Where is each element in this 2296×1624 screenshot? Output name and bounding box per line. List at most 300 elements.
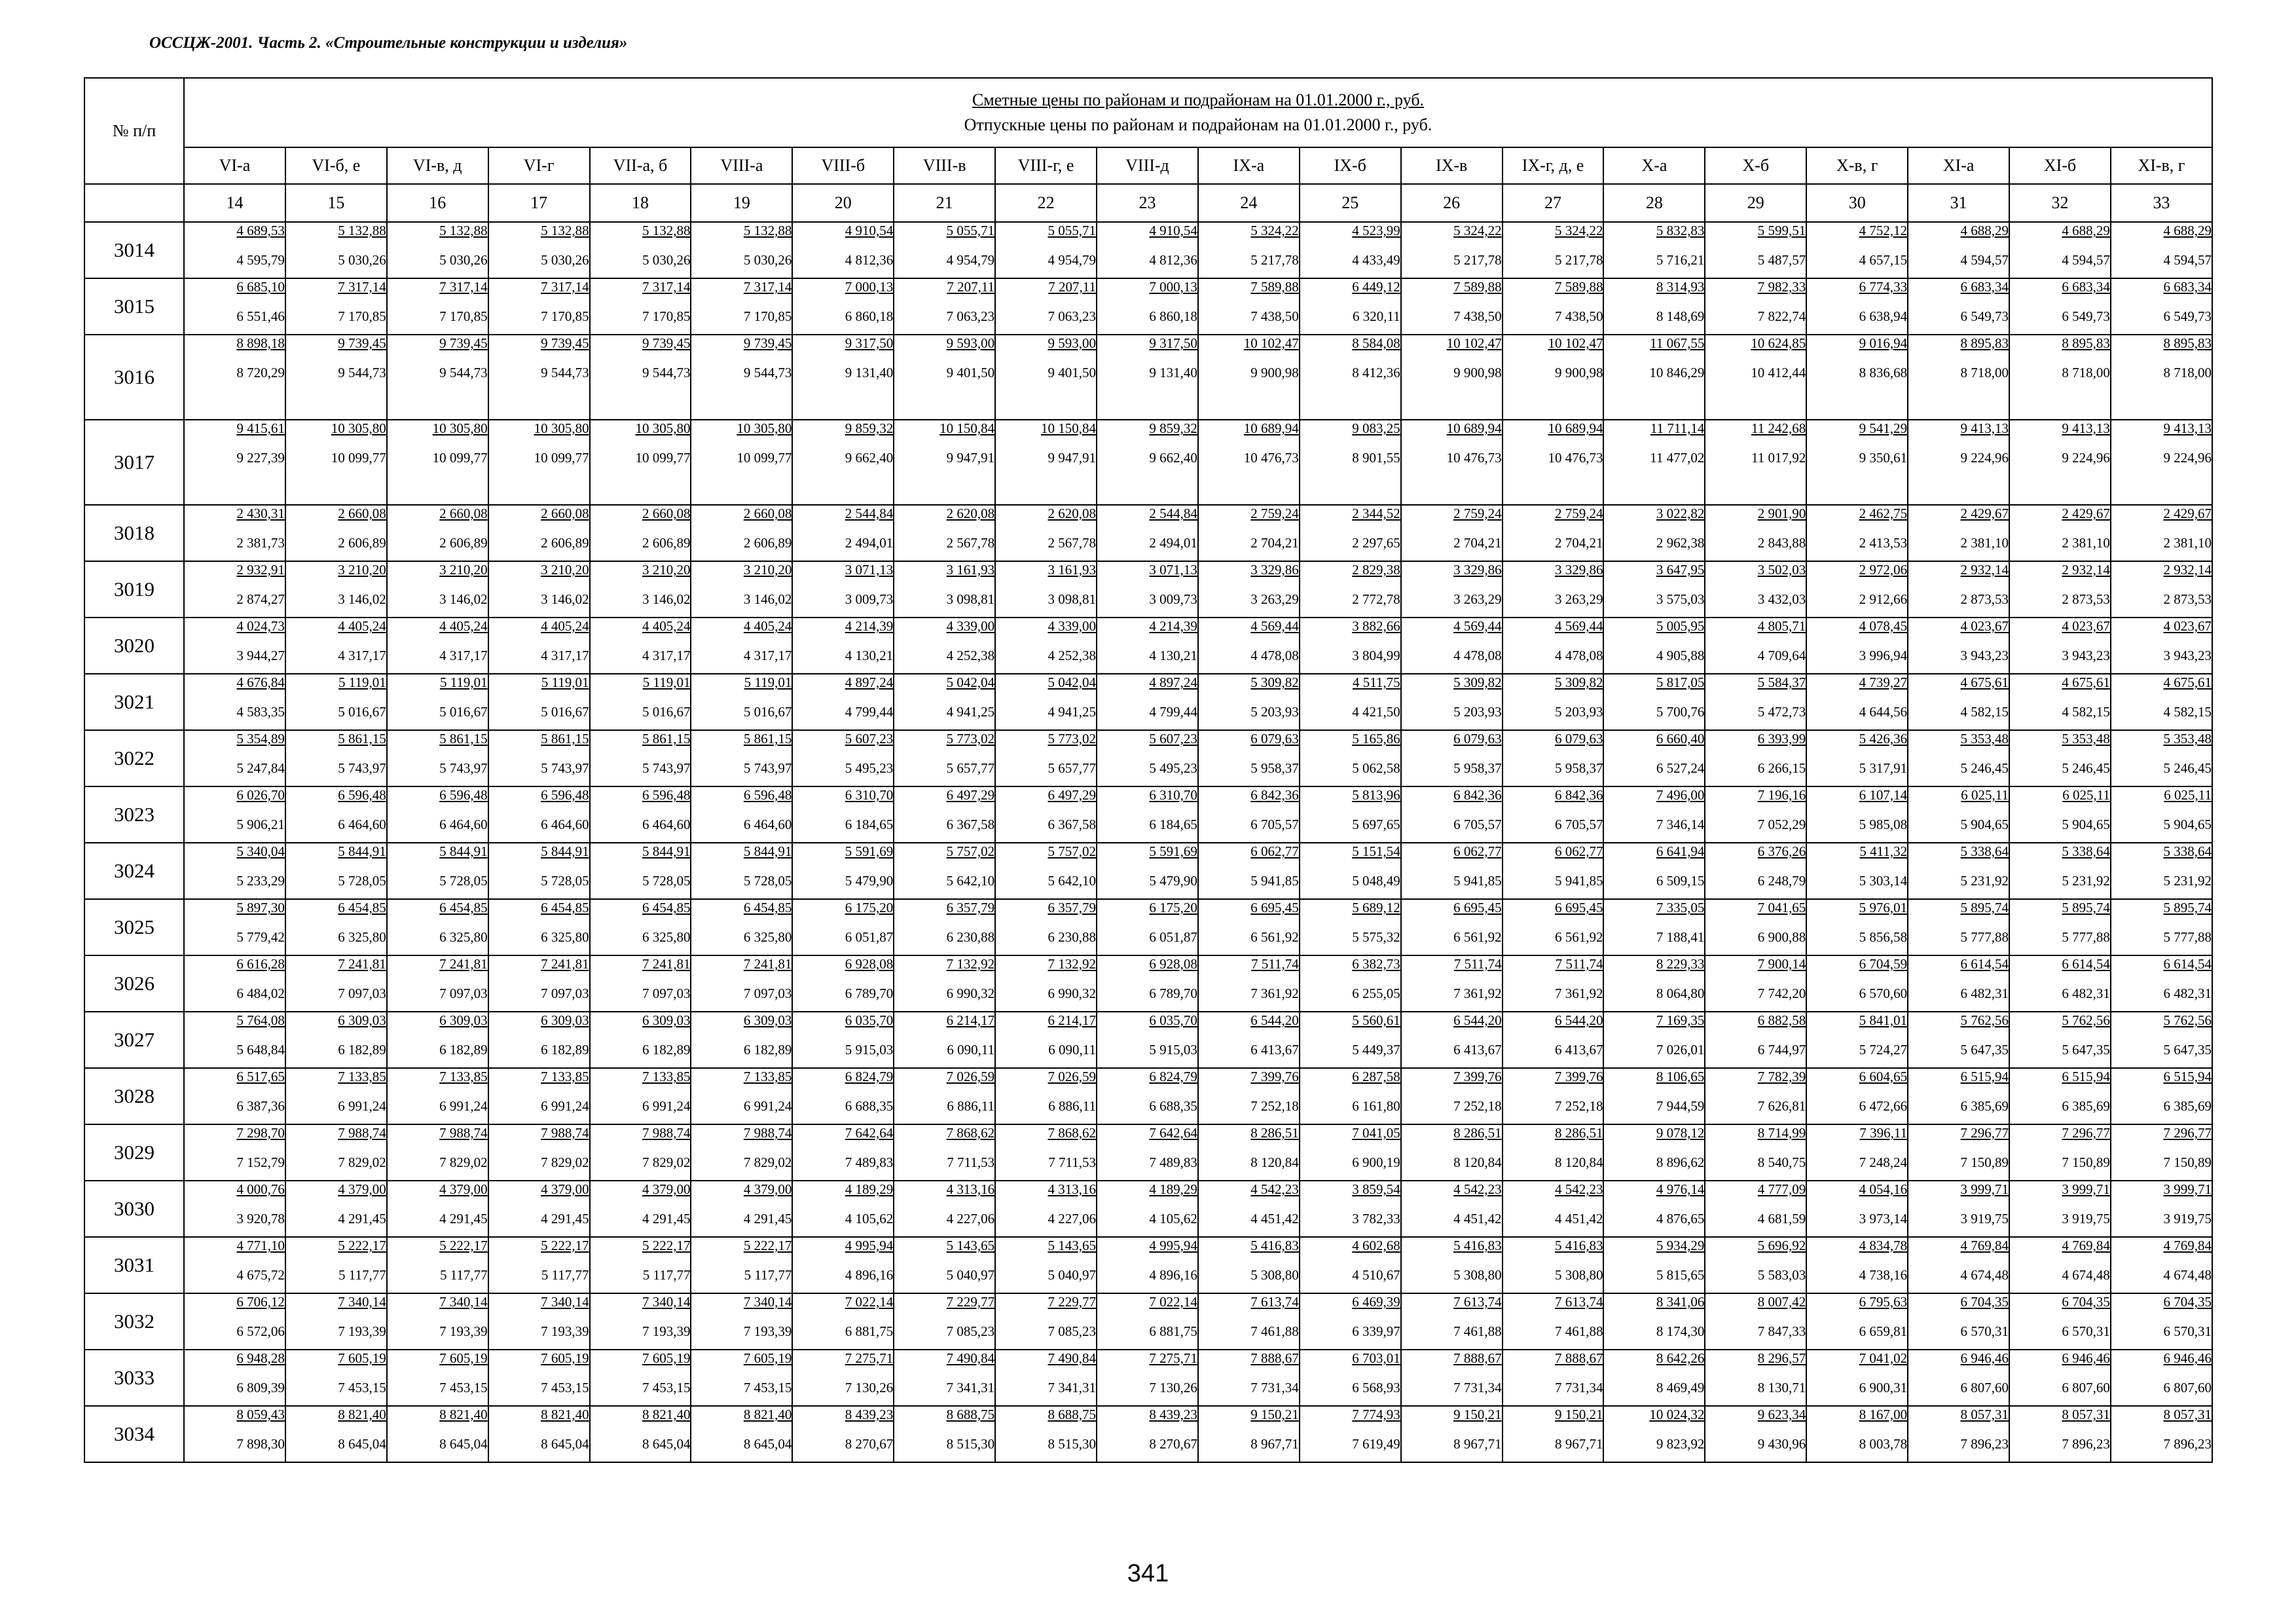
price-cell	[2111, 222, 2212, 278]
price-cell	[590, 222, 691, 278]
release-price: 5 856,58	[1859, 929, 1908, 945]
estimated-price: 6 544,20	[1554, 1012, 1603, 1028]
estimated-price: 9 413,13	[2163, 420, 2212, 436]
price-cell	[1603, 335, 1705, 420]
release-price: 9 544,73	[743, 365, 792, 380]
price-cell	[691, 505, 792, 561]
release-price: 6 549,73	[2163, 308, 2212, 324]
release-price: 2 297,65	[1352, 535, 1400, 551]
estimated-price: 8 584,08	[1352, 335, 1400, 351]
estimated-price: 7 241,81	[541, 956, 589, 972]
release-price: 4 130,21	[1149, 648, 1197, 663]
estimated-price: 5 132,88	[338, 223, 386, 238]
row-number: 3033	[84, 1350, 184, 1406]
release-price: 5 030,26	[439, 252, 488, 268]
release-price: 5 449,37	[1352, 1042, 1400, 1058]
price-cell	[792, 278, 894, 335]
estimated-price: 7 317,14	[743, 279, 792, 295]
release-price: 7 896,23	[1960, 1436, 2009, 1452]
estimated-price: 10 102,47	[1548, 335, 1603, 351]
price-cell	[184, 1406, 285, 1462]
price-cell	[995, 955, 1097, 1012]
estimated-price: 6 704,59	[1859, 956, 1908, 972]
price-cell	[1503, 1293, 1604, 1350]
release-price: 5 647,35	[2163, 1042, 2212, 1058]
estimated-price: 5 696,92	[1757, 1238, 1806, 1253]
estimated-price: 10 305,80	[737, 420, 792, 436]
price-cell	[2111, 786, 2212, 843]
estimated-price: 10 305,80	[534, 420, 589, 436]
price-cell	[1097, 278, 1198, 335]
estimated-price: 7 241,81	[338, 956, 386, 972]
price-cell	[894, 420, 995, 505]
estimated-price: 9 413,13	[2062, 420, 2110, 436]
estimated-price: 2 932,14	[1960, 562, 2009, 578]
price-cell	[2111, 1068, 2212, 1124]
estimated-price: 10 305,80	[635, 420, 691, 436]
price-cell	[1806, 505, 1908, 561]
estimated-price: 7 241,81	[642, 956, 691, 972]
release-price: 4 876,65	[1656, 1211, 1705, 1227]
estimated-price: 7 340,14	[743, 1294, 792, 1310]
price-cell	[488, 843, 590, 899]
estimated-price: 3 882,66	[1352, 618, 1400, 634]
price-cell	[1806, 786, 1908, 843]
estimated-price: 6 309,03	[439, 1012, 488, 1028]
price-cell	[894, 843, 995, 899]
row-number: 3017	[84, 420, 184, 505]
price-cell	[1705, 1406, 1806, 1462]
price-cell	[2009, 618, 2111, 674]
release-price: 4 954,79	[946, 252, 995, 268]
price-cell	[894, 278, 995, 335]
price-cell	[1806, 899, 1908, 955]
estimated-price: 2 620,08	[1048, 506, 1097, 521]
price-cell	[590, 1068, 691, 1124]
release-price: 7 170,85	[743, 308, 792, 324]
estimated-price: 7 589,88	[1554, 279, 1603, 295]
estimated-price: 6 515,94	[2163, 1069, 2212, 1084]
estimated-price: 6 025,11	[2062, 787, 2110, 803]
estimated-price: 5 591,69	[845, 843, 894, 859]
release-price: 5 906,21	[236, 817, 285, 832]
release-price: 8 967,71	[1453, 1436, 1502, 1452]
price-cell	[488, 955, 590, 1012]
price-cell	[792, 505, 894, 561]
price-cell	[1300, 335, 1401, 420]
estimated-price: 5 560,61	[1352, 1012, 1400, 1028]
price-cell	[1603, 1406, 1705, 1462]
price-cell	[2111, 843, 2212, 899]
release-price: 7 188,41	[1656, 929, 1705, 945]
price-cell	[1503, 335, 1604, 420]
release-price: 5 030,26	[338, 252, 386, 268]
estimated-price: 6 946,46	[2163, 1350, 2212, 1366]
release-price: 2 912,66	[1859, 591, 1908, 607]
release-price: 6 230,88	[946, 929, 995, 945]
price-cell	[1300, 1181, 1401, 1237]
price-cell	[1705, 278, 1806, 335]
price-cell	[2111, 1350, 2212, 1406]
price-cell	[1097, 222, 1198, 278]
release-price: 6 789,70	[845, 986, 894, 1001]
release-price: 6 568,93	[1352, 1380, 1400, 1395]
price-cell	[1198, 786, 1300, 843]
estimated-price: 6 683,34	[2062, 279, 2110, 295]
price-cell	[184, 618, 285, 674]
price-cell	[1401, 1181, 1503, 1237]
estimated-price: 10 689,94	[1446, 420, 1502, 436]
release-price: 6 809,39	[236, 1380, 285, 1395]
estimated-price: 2 660,08	[338, 506, 386, 521]
price-cell	[285, 335, 387, 420]
release-price: 2 606,89	[541, 535, 589, 551]
region-header: VI-а	[184, 147, 285, 184]
region-header: X-б	[1705, 147, 1806, 184]
release-price: 4 594,57	[1960, 252, 2009, 268]
release-price: 5 697,65	[1352, 817, 1400, 832]
release-price: 6 789,70	[1149, 986, 1197, 1001]
release-price: 10 099,77	[534, 450, 589, 466]
release-price: 7 097,03	[642, 986, 691, 1001]
release-price: 5 815,65	[1656, 1267, 1705, 1283]
release-price: 6 182,89	[338, 1042, 386, 1058]
estimated-price: 8 821,40	[338, 1407, 386, 1422]
estimated-price: 5 861,15	[439, 731, 488, 747]
estimated-price: 8 286,51	[1250, 1125, 1299, 1141]
estimated-price: 4 339,00	[946, 618, 995, 634]
estimated-price: 5 844,91	[439, 843, 488, 859]
price-cell	[488, 1237, 590, 1293]
estimated-price: 5 119,01	[642, 674, 691, 690]
estimated-price: 11 067,55	[1650, 335, 1705, 351]
estimated-price: 2 429,67	[2163, 506, 2212, 521]
price-cell	[1705, 1293, 1806, 1350]
release-price: 5 657,77	[1048, 760, 1097, 776]
table-row	[84, 222, 2212, 278]
estimated-price: 7 241,81	[743, 956, 792, 972]
price-cell	[2009, 561, 2111, 618]
table-row	[84, 899, 2212, 955]
price-cell	[1806, 1350, 1908, 1406]
release-price: 6 990,32	[1048, 986, 1097, 1001]
price-cell	[184, 1350, 285, 1406]
price-cell	[691, 420, 792, 505]
release-price: 5 203,93	[1554, 704, 1603, 720]
price-cell	[1705, 674, 1806, 730]
price-cell	[1198, 1237, 1300, 1293]
price-cell	[1603, 1181, 1705, 1237]
estimated-price: 4 214,39	[1149, 618, 1197, 634]
release-price: 8 174,30	[1656, 1323, 1705, 1339]
release-price: 6 886,11	[1048, 1098, 1097, 1114]
release-price: 4 709,64	[1757, 648, 1806, 663]
estimated-price: 6 175,20	[845, 900, 894, 915]
price-cell	[184, 222, 285, 278]
release-price: 8 064,80	[1656, 986, 1705, 1001]
estimated-price: 2 660,08	[743, 506, 792, 521]
estimated-price: 6 695,45	[1250, 900, 1299, 915]
release-price: 8 003,78	[1859, 1436, 1908, 1452]
estimated-price: 5 426,36	[1859, 731, 1908, 747]
estimated-price: 7 774,93	[1352, 1407, 1400, 1422]
estimated-price: 4 675,61	[1960, 674, 2009, 690]
price-cell	[1097, 1293, 1198, 1350]
price-cell	[1806, 335, 1908, 420]
column-number: 27	[1503, 184, 1604, 222]
price-cell	[792, 561, 894, 618]
price-cell	[590, 505, 691, 561]
price-cell	[995, 505, 1097, 561]
release-price: 7 193,39	[743, 1323, 792, 1339]
estimated-price: 5 844,91	[541, 843, 589, 859]
estimated-price: 9 739,45	[743, 335, 792, 351]
price-cell	[1908, 1406, 2009, 1462]
release-price: 9 131,40	[1149, 365, 1197, 380]
estimated-price: 8 286,51	[1453, 1125, 1502, 1141]
release-price: 6 860,18	[1149, 308, 1197, 324]
release-price: 9 900,98	[1453, 365, 1502, 380]
release-price: 5 915,03	[1149, 1042, 1197, 1058]
estimated-price: 6 107,14	[1859, 787, 1908, 803]
release-price: 3 263,29	[1453, 591, 1502, 607]
release-price: 7 193,39	[642, 1323, 691, 1339]
row-number: 3031	[84, 1237, 184, 1293]
price-cell	[691, 335, 792, 420]
estimated-price: 7 988,74	[439, 1125, 488, 1141]
price-cell	[1503, 730, 1604, 786]
price-cell	[1401, 505, 1503, 561]
price-cell	[1603, 278, 1705, 335]
estimated-price: 7 000,13	[1149, 279, 1197, 295]
estimated-price: 5 416,83	[1453, 1238, 1502, 1253]
estimated-price: 5 119,01	[744, 674, 792, 690]
estimated-price: 7 317,14	[338, 279, 386, 295]
estimated-price: 6 025,11	[1961, 787, 2009, 803]
estimated-price: 7 496,00	[1656, 787, 1705, 803]
price-cell	[387, 1406, 488, 1462]
price-cell	[1503, 278, 1604, 335]
release-price: 3 943,23	[2163, 648, 2212, 663]
price-cell	[590, 1293, 691, 1350]
price-cell	[792, 618, 894, 674]
release-price: 5 941,85	[1250, 873, 1299, 889]
release-price: 7 170,85	[541, 308, 589, 324]
release-price: 3 146,02	[541, 591, 589, 607]
release-price: 4 291,45	[439, 1211, 488, 1227]
release-price: 6 184,65	[1149, 817, 1197, 832]
release-price: 10 846,29	[1649, 365, 1705, 380]
price-cell	[792, 420, 894, 505]
price-cell	[590, 955, 691, 1012]
release-price: 3 804,99	[1352, 648, 1400, 663]
price-cell	[184, 1181, 285, 1237]
estimated-price: 8 821,40	[541, 1407, 589, 1422]
estimated-price: 8 821,40	[439, 1407, 488, 1422]
release-price: 6 570,60	[1859, 986, 1908, 1001]
price-cell	[1908, 278, 2009, 335]
estimated-price: 4 189,29	[1149, 1181, 1197, 1197]
price-cell	[1806, 1406, 1908, 1462]
region-header: XI-б	[2009, 147, 2111, 184]
estimated-price: 5 762,56	[1960, 1012, 2009, 1028]
estimated-price: 7 782,39	[1757, 1069, 1806, 1084]
price-cell	[2009, 420, 2111, 505]
price-cell	[894, 1293, 995, 1350]
release-price: 9 224,96	[2163, 450, 2212, 466]
release-price: 7 489,83	[1149, 1154, 1197, 1170]
release-price: 4 105,62	[845, 1211, 894, 1227]
price-cell	[488, 1181, 590, 1237]
estimated-price: 4 339,00	[1048, 618, 1097, 634]
release-price: 6 688,35	[845, 1098, 894, 1114]
estimated-price: 2 430,31	[236, 506, 285, 521]
price-cell	[792, 1012, 894, 1068]
estimated-price: 11 242,68	[1751, 420, 1806, 436]
release-price: 4 291,45	[743, 1211, 792, 1227]
release-price: 5 247,84	[236, 760, 285, 776]
estimated-price: 5 324,22	[1554, 223, 1603, 238]
estimated-price: 5 222,17	[338, 1238, 386, 1253]
price-cell	[1908, 674, 2009, 730]
region-header: IX-а	[1198, 147, 1300, 184]
estimated-price: 8 057,31	[1960, 1407, 2009, 1422]
release-price: 8 645,04	[743, 1436, 792, 1452]
price-cell	[1908, 505, 2009, 561]
price-cell	[894, 1181, 995, 1237]
price-cell	[1603, 420, 1705, 505]
release-price: 8 836,68	[1859, 365, 1908, 380]
release-price: 7 461,88	[1554, 1323, 1603, 1339]
release-price: 3 146,02	[642, 591, 691, 607]
price-cell	[691, 955, 792, 1012]
price-cell	[2009, 730, 2111, 786]
price-cell	[1198, 618, 1300, 674]
release-price: 6 570,31	[1960, 1323, 2009, 1339]
price-cell	[1503, 618, 1604, 674]
table-row	[84, 674, 2212, 730]
row-number: 3029	[84, 1124, 184, 1181]
price-cell	[184, 1124, 285, 1181]
column-number: 16	[387, 184, 488, 222]
price-cell	[285, 730, 387, 786]
price-cell	[590, 1237, 691, 1293]
price-cell	[387, 1350, 488, 1406]
release-price: 8 148,69	[1656, 308, 1705, 324]
estimated-price: 3 859,54	[1352, 1181, 1400, 1197]
release-price: 6 230,88	[1048, 929, 1097, 945]
release-price: 5 246,45	[2062, 760, 2110, 776]
price-cell	[1401, 1068, 1503, 1124]
price-cell	[2111, 899, 2212, 955]
estimated-price: 4 771,10	[236, 1238, 285, 1253]
price-cell	[792, 1406, 894, 1462]
column-number: 21	[894, 184, 995, 222]
estimated-price: 5 042,04	[1048, 674, 1097, 690]
release-price: 7 829,02	[338, 1154, 386, 1170]
release-price: 5 117,77	[744, 1267, 792, 1283]
estimated-price: 4 405,24	[642, 618, 691, 634]
estimated-price: 6 596,48	[642, 787, 691, 803]
estimated-price: 4 777,09	[1757, 1181, 1806, 1197]
estimated-price: 8 895,83	[1960, 335, 2009, 351]
estimated-price: 5 042,04	[946, 674, 995, 690]
column-number: 31	[1908, 184, 2009, 222]
estimated-price: 4 542,23	[1453, 1181, 1502, 1197]
release-price: 6 255,05	[1352, 986, 1400, 1001]
price-cell	[184, 505, 285, 561]
release-price: 8 270,67	[845, 1436, 894, 1452]
price-cell	[1603, 786, 1705, 843]
price-cell	[1198, 843, 1300, 899]
estimated-price: 5 143,65	[946, 1238, 995, 1253]
table-row	[84, 278, 2212, 335]
price-cell	[1603, 1293, 1705, 1350]
price-cell	[590, 674, 691, 730]
estimated-price: 5 354,89	[236, 731, 285, 747]
estimated-price: 6 614,54	[1960, 956, 2009, 972]
release-price: 7 150,89	[1960, 1154, 2009, 1170]
estimated-price: 6 596,48	[541, 787, 589, 803]
region-header: IX-б	[1300, 147, 1401, 184]
price-cell	[184, 674, 285, 730]
table-row	[84, 1124, 2212, 1181]
price-cell	[1806, 843, 1908, 899]
price-cell	[1300, 674, 1401, 730]
estimated-price: 6 393,99	[1757, 731, 1806, 747]
price-cell	[1705, 420, 1806, 505]
release-price: 5 724,27	[1859, 1042, 1908, 1058]
estimated-price: 2 429,67	[1960, 506, 2009, 521]
price-cell	[1603, 1068, 1705, 1124]
price-cell	[184, 335, 285, 420]
estimated-price: 6 683,34	[2163, 279, 2212, 295]
price-cell	[1401, 1350, 1503, 1406]
estimated-price: 5 844,91	[743, 843, 792, 859]
release-price: 4 582,15	[2163, 704, 2212, 720]
price-cell	[1806, 1181, 1908, 1237]
price-cell	[1300, 1068, 1401, 1124]
price-cell	[1097, 420, 1198, 505]
estimated-price: 5 055,71	[1048, 223, 1097, 238]
estimated-price: 9 739,45	[642, 335, 691, 351]
table-row	[84, 1350, 2212, 1406]
release-price: 3 146,02	[338, 591, 386, 607]
release-price: 3 944,27	[236, 648, 285, 663]
price-cell	[2009, 1124, 2111, 1181]
table-body	[84, 222, 2212, 1462]
estimated-price: 8 057,31	[2163, 1407, 2212, 1422]
price-cell	[1097, 786, 1198, 843]
estimated-price: 5 309,82	[1453, 674, 1502, 690]
region-header-row	[84, 147, 2212, 184]
price-cell	[2111, 1406, 2212, 1462]
price-cell	[1198, 674, 1300, 730]
column-number: 33	[2111, 184, 2212, 222]
row-number: 3026	[84, 955, 184, 1012]
estimated-price: 7 207,11	[947, 279, 995, 295]
region-header: VIII-г, е	[995, 147, 1097, 184]
estimated-price: 5 338,64	[1960, 843, 2009, 859]
price-cell	[2111, 1293, 2212, 1350]
estimated-price: 6 544,20	[1453, 1012, 1502, 1028]
price-cell	[1401, 955, 1503, 1012]
price-cell	[1705, 899, 1806, 955]
release-price: 5 728,05	[642, 873, 691, 889]
release-price: 9 662,40	[1149, 450, 1197, 466]
price-cell	[285, 1293, 387, 1350]
region-header: VI-в, д	[387, 147, 488, 184]
